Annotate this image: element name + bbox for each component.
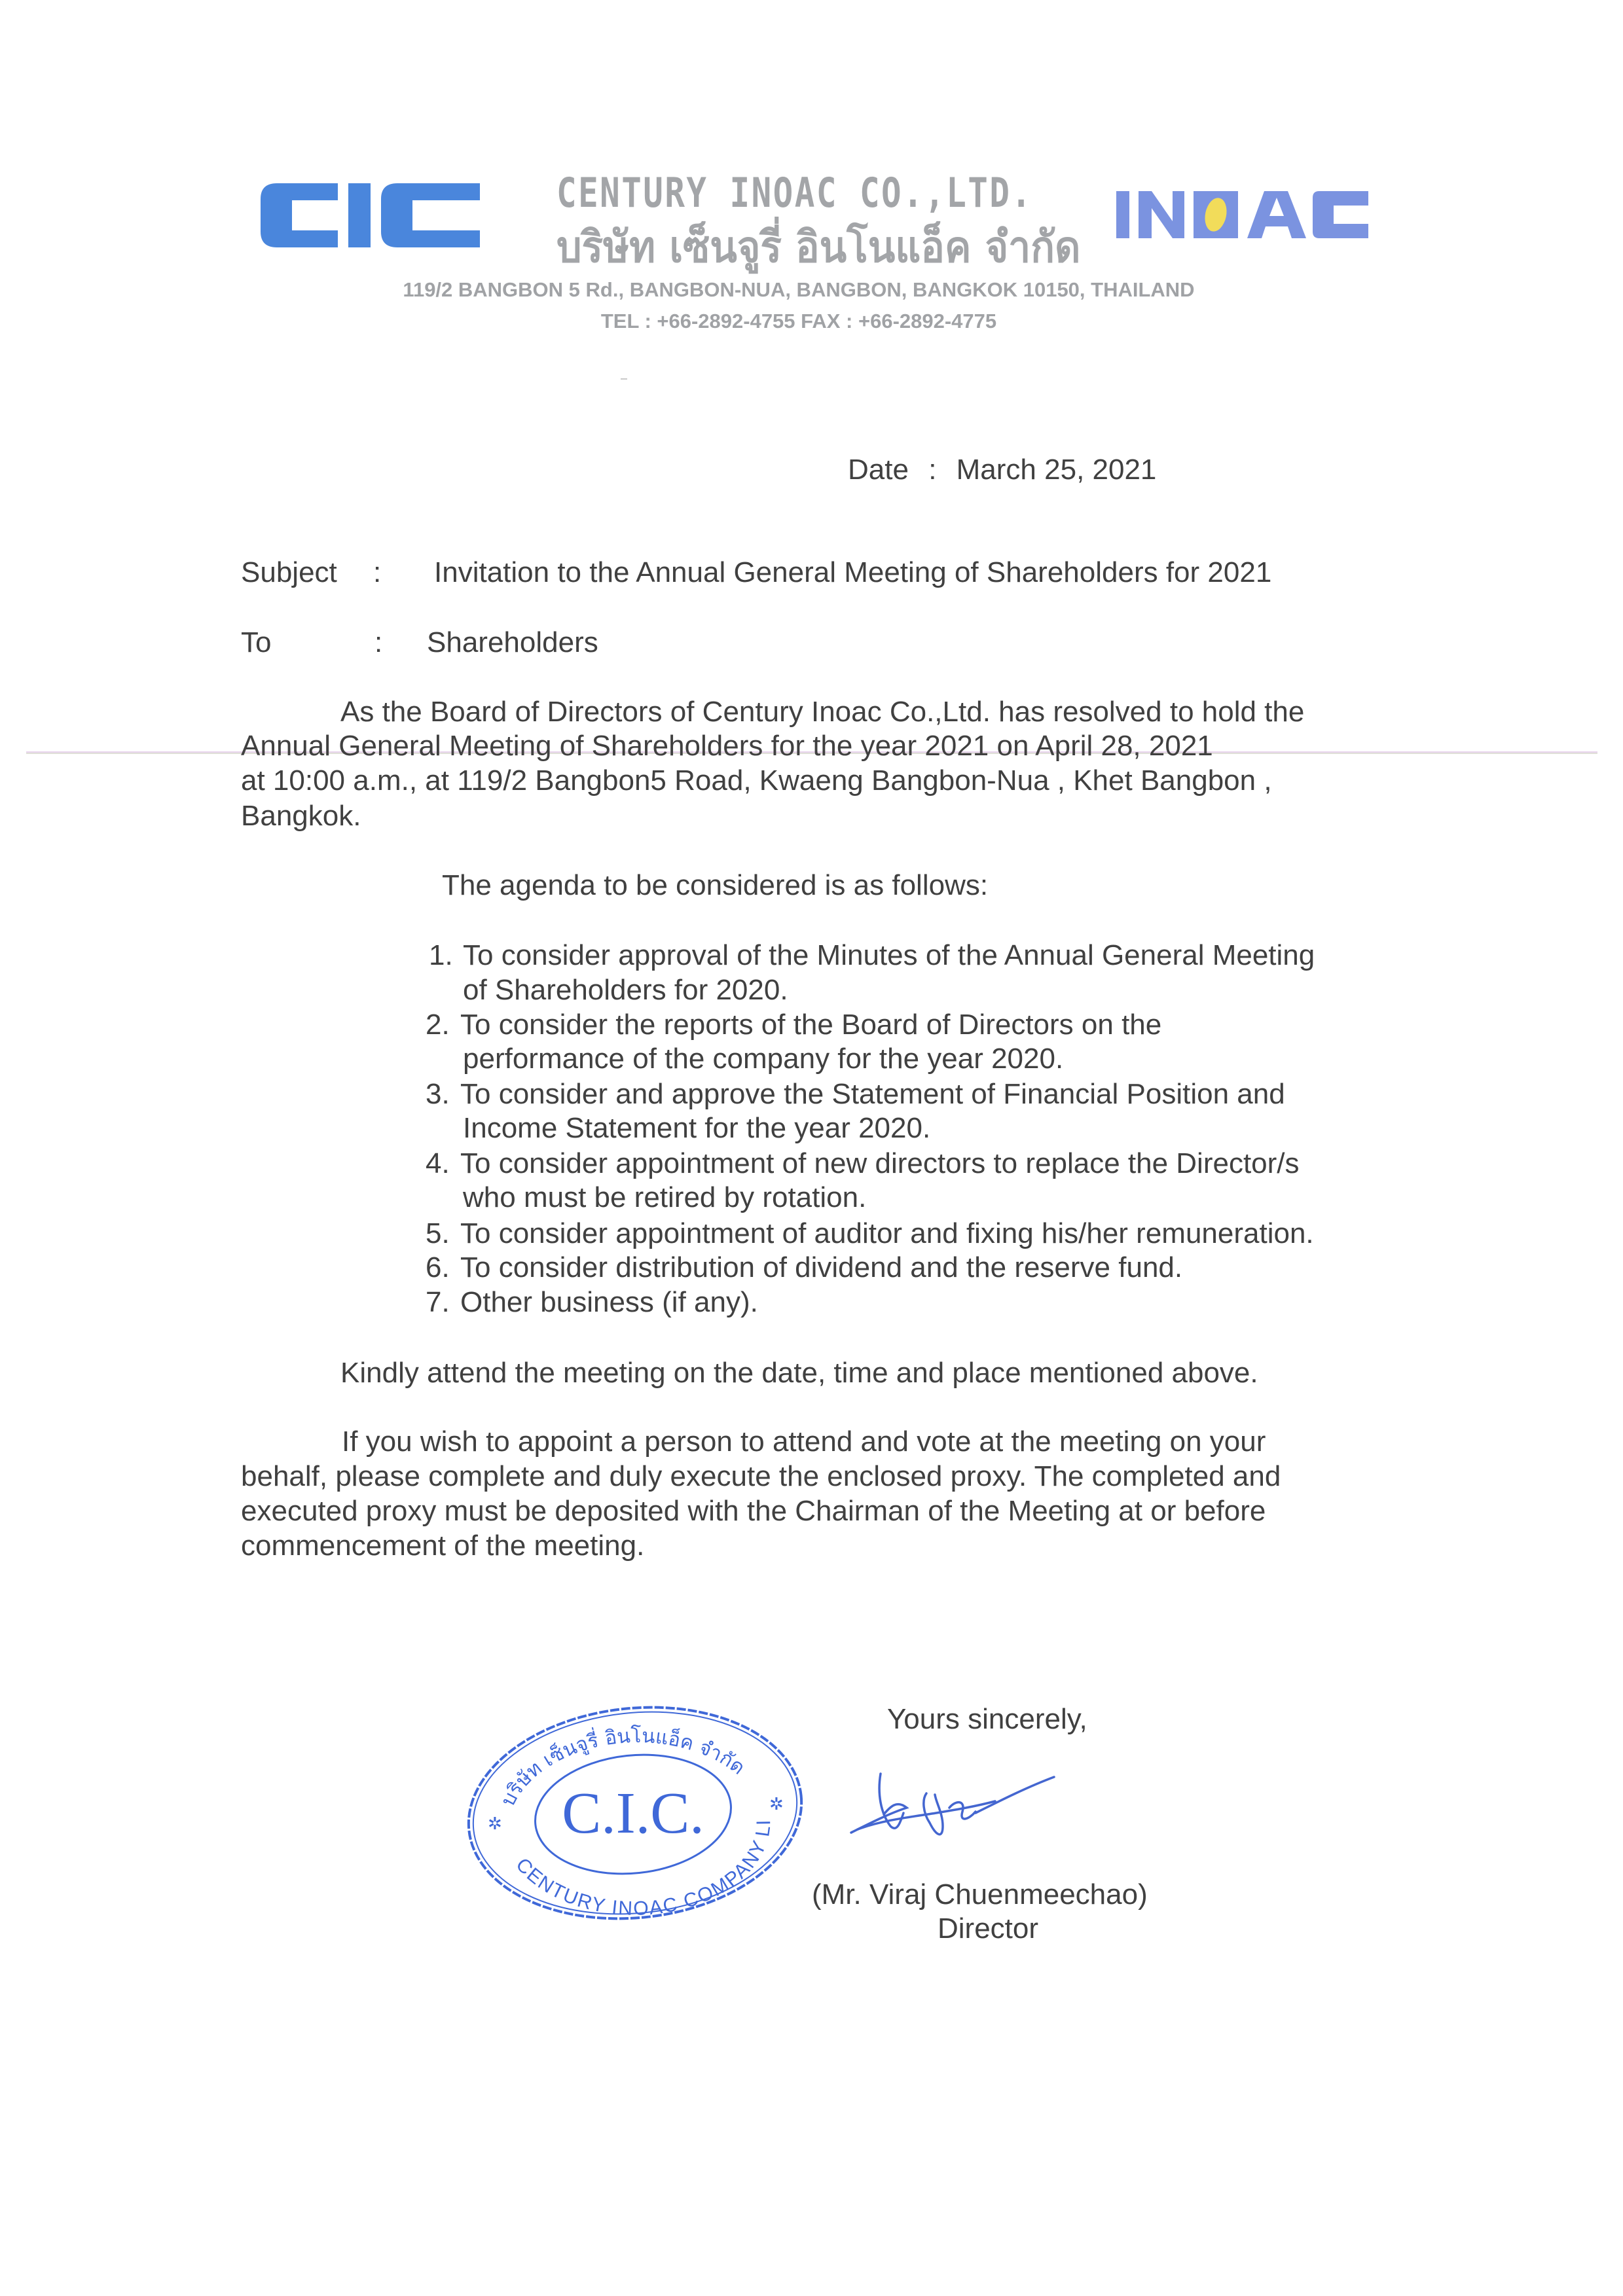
agenda-item-number: 4.: [426, 1147, 450, 1179]
agenda-item-number: 7.: [426, 1286, 450, 1318]
salutation: Yours sincerely,: [887, 1703, 1087, 1735]
stamp-star-icon: ✲: [488, 1814, 502, 1833]
proxy-line: If you wish to appoint a person to attend and vote at the meeting on your: [342, 1426, 1266, 1458]
agenda-item-text: performance of the company for the year 2020.: [463, 1043, 1064, 1075]
agenda-item-text: To consider the reports of the Board of Directors on the: [460, 1009, 1162, 1041]
company-name-thai: บริษัท เซ็นจูรี่ อินโนแอ็ค จำกัด: [556, 222, 1081, 272]
stamp-bottom-text: CENTURY INOAC COMPANY LI: [511, 1818, 775, 1920]
date-label: Date: [848, 454, 909, 486]
date-line: [848, 454, 1156, 486]
cic-logo: [261, 183, 480, 247]
agenda-item-text: who must be retired by rotation.: [463, 1181, 867, 1213]
company-contact: TEL : +66-2892-4755 FAX : +66-2892-4775: [600, 310, 997, 332]
agenda-item-text: To consider appointment of new directors to replace the Director/s: [460, 1147, 1300, 1179]
proxy-line: commencement of the meeting.: [241, 1530, 645, 1562]
agenda-item-text: To consider distribution of dividend and the reserve fund.: [460, 1251, 1183, 1283]
stamp-top-text: บริษัท เซ็นจูรี่ อินโนแอ็ค จำกัด: [496, 1724, 750, 1810]
date-value: March 25, 2021: [956, 454, 1157, 486]
intro-line: Annual General Meeting of Shareholders for the year 2021 on April 28, 2021: [241, 730, 1213, 762]
agenda-item-number: 3.: [426, 1078, 450, 1110]
agenda-item-number: 1.: [429, 939, 453, 971]
subject-label: Subject: [241, 556, 337, 588]
inoac-logo: [1116, 188, 1368, 241]
subject-value: Invitation to the Annual General Meeting of Shareholders for 2021: [434, 556, 1272, 588]
closing-request: Kindly attend the meeting on the date, time and place mentioned above.: [340, 1357, 1258, 1389]
company-stamp: [462, 1695, 809, 1924]
proxy-line: executed proxy must be deposited with the Chairman of the Meeting at or before: [241, 1495, 1266, 1527]
intro-line: at 10:00 a.m., at 119/2 Bangbon5 Road, Kwaeng Bangbon-Nua , Khet Bangbon ,: [241, 764, 1272, 797]
date-separator: :: [928, 454, 937, 486]
agenda-item-number: 5.: [426, 1217, 450, 1249]
agenda-item-text: Income Statement for the year 2020.: [463, 1112, 931, 1144]
proxy-line: behalf, please complete and duly execute the enclosed proxy. The completed and: [241, 1460, 1281, 1492]
signer-name: (Mr. Viraj Chuenmeechao): [812, 1878, 1148, 1910]
intro-line: Bangkok.: [241, 800, 361, 832]
company-name-english: CENTURY INOAC CO.,LTD.: [556, 169, 1033, 217]
to-separator: :: [374, 626, 383, 658]
to-value: Shareholders: [427, 626, 598, 658]
signature: [845, 1761, 1061, 1852]
agenda-intro: The agenda to be considered is as follows:: [442, 869, 989, 901]
agenda-item-text: To consider and approve the Statement of Financial Position and: [460, 1078, 1285, 1110]
stamp-star-icon: ✲: [769, 1794, 784, 1814]
stamp-center-text: C.I.C.: [562, 1781, 704, 1846]
company-address: 119/2 BANGBON 5 Rd., BANGBON-NUA, BANGBON, BANGKOK 10150, THAILAND: [403, 278, 1195, 301]
intro-line: As the Board of Directors of Century Inoac Co.,Ltd. has resolved to hold the: [340, 696, 1305, 728]
agenda-item-text: To consider approval of the Minutes of the Annual General Meeting: [463, 939, 1315, 971]
agenda-item-number: 6.: [426, 1251, 450, 1283]
scan-artifact: [621, 378, 627, 380]
signer-title: Director: [938, 1912, 1039, 1945]
agenda-item-number: 2.: [426, 1009, 450, 1041]
to-label: To: [241, 626, 272, 658]
agenda-item-text: of Shareholders for 2020.: [463, 974, 788, 1006]
subject-separator: :: [373, 556, 382, 588]
agenda-item-text: To consider appointment of auditor and fixing his/her remuneration.: [460, 1217, 1314, 1249]
agenda-item-text: Other business (if any).: [460, 1286, 758, 1318]
